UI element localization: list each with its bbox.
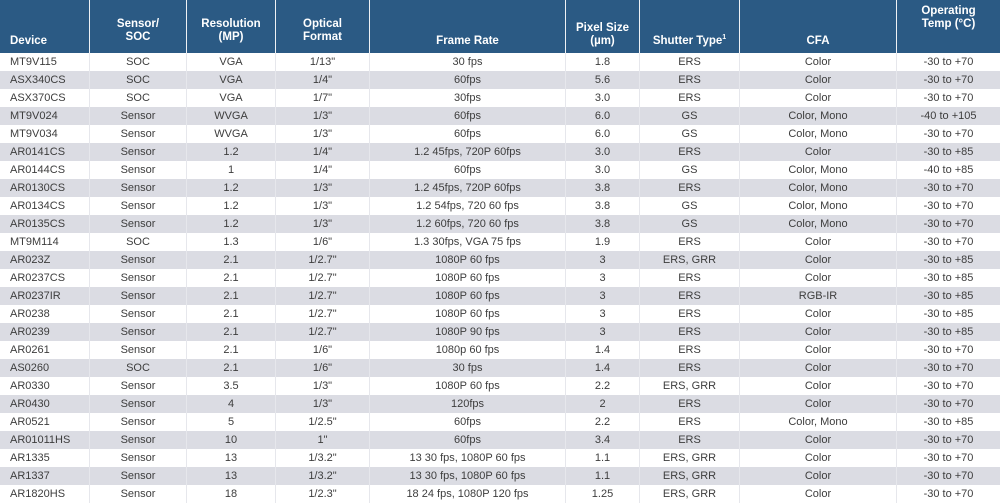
cell-resolution: 2.1 (187, 323, 276, 341)
cell-cfa: Color, Mono (740, 215, 897, 233)
cell-cfa: Color (740, 467, 897, 485)
cell-sensor_soc: Sensor (90, 395, 187, 413)
cell-operating_temp: -30 to +70 (923, 434, 974, 446)
cell-frame_rate: 18 24 fps, 1080P 120 fps (370, 485, 566, 503)
cell-resolution: VGA (187, 71, 276, 89)
cell-frame_rate: 60fps (370, 431, 566, 449)
cell-operating_temp: -30 to +85 (923, 146, 974, 158)
cell-operating_temp: -30 to +85 (923, 416, 974, 428)
cell-sensor_soc: Sensor (90, 485, 187, 503)
cell-device: AR0261 (0, 341, 90, 359)
cell-device: AR0430 (0, 395, 90, 413)
cell-frame_rate: 30 fps (370, 359, 566, 377)
cell-device: AR1335 (0, 449, 90, 467)
cell-shutter_type: ERS (640, 305, 740, 323)
column-header-label: (µm) (590, 35, 615, 47)
cell-sensor_soc: Sensor (90, 269, 187, 287)
cell-cfa: RGB-IR (740, 287, 897, 305)
cell-resolution: 2.1 (187, 359, 276, 377)
cell-cfa: Color, Mono (740, 125, 897, 143)
cell-cfa: Color (740, 341, 897, 359)
table-row (0, 467, 1000, 485)
cell-shutter_type: ERS, GRR (640, 251, 740, 269)
cell-sensor_soc: Sensor (90, 161, 187, 179)
cell-device: MT9V034 (0, 125, 90, 143)
cell-optical_format: 1/3" (276, 179, 370, 197)
cell-resolution: 5 (187, 413, 276, 431)
cell-shutter_type: ERS (640, 143, 740, 161)
cell-operating_temp: -40 to +105 (920, 110, 977, 122)
cell-frame_rate: 1.3 30fps, VGA 75 fps (370, 233, 566, 251)
cell-cfa: Color, Mono (740, 413, 897, 431)
column-header-label: Sensor/ (116, 18, 160, 30)
cell-sensor_soc: Sensor (90, 287, 187, 305)
cell-pixel_size: 3 (566, 269, 640, 287)
cell-optical_format: 1/3" (276, 377, 370, 395)
table-row (0, 179, 1000, 197)
cell-shutter_type: ERS (640, 341, 740, 359)
cell-optical_format: 1/3.2" (276, 467, 370, 485)
cell-optical_format: 1/4" (276, 143, 370, 161)
cell-sensor_soc: SOC (90, 53, 187, 71)
cell-sensor_soc: Sensor (90, 467, 187, 485)
cell-optical_format: 1/3.2" (276, 449, 370, 467)
cell-optical_format: 1/13" (276, 53, 370, 71)
cell-cfa: Color, Mono (740, 197, 897, 215)
cell-pixel_size: 3.0 (566, 89, 640, 107)
table-row (0, 89, 1000, 107)
cell-pixel_size: 2 (566, 395, 640, 413)
cell-shutter_type: ERS (640, 395, 740, 413)
cell-operating_temp: -30 to +85 (923, 308, 974, 320)
cell-operating_temp: -30 to +70 (923, 380, 974, 392)
cell-cfa: Color (740, 53, 897, 71)
cell-cfa: Color (740, 305, 897, 323)
cell-device: MT9V024 (0, 107, 90, 125)
cell-shutter_type: GS (640, 125, 740, 143)
cell-sensor_soc: Sensor (90, 251, 187, 269)
cell-shutter_type: ERS (640, 287, 740, 305)
cell-resolution: 18 (187, 485, 276, 503)
cell-pixel_size: 3.0 (566, 143, 640, 161)
cell-shutter_type: ERS, GRR (640, 467, 740, 485)
cell-optical_format: 1/3" (276, 197, 370, 215)
cell-shutter_type: ERS (640, 413, 740, 431)
cell-resolution: 2.1 (187, 341, 276, 359)
cell-device: AR0141CS (0, 143, 90, 161)
cell-resolution: WVGA (187, 125, 276, 143)
column-header-sensor_soc (90, 0, 187, 53)
column-header-label: Device (10, 35, 48, 47)
cell-resolution: 13 (187, 467, 276, 485)
cell-pixel_size: 5.6 (566, 71, 640, 89)
cell-pixel_size: 3.4 (566, 431, 640, 449)
cell-resolution: WVGA (187, 107, 276, 125)
table-row (0, 305, 1000, 323)
cell-frame_rate: 1.2 45fps, 720P 60fps (370, 179, 566, 197)
column-header-operating_temp (897, 0, 1000, 53)
column-header-resolution (187, 0, 276, 53)
cell-sensor_soc: Sensor (90, 449, 187, 467)
table-row (0, 395, 1000, 413)
cell-optical_format: 1/3" (276, 395, 370, 413)
cell-device: MT9V115 (0, 53, 90, 71)
cell-optical_format: 1" (276, 431, 370, 449)
cell-operating_temp: -30 to +85 (923, 272, 974, 284)
cell-operating_temp: -30 to +70 (923, 74, 974, 86)
cell-cfa: Color, Mono (740, 179, 897, 197)
cell-operating_temp: -30 to +70 (923, 398, 974, 410)
table-row (0, 53, 1000, 71)
cell-resolution: VGA (187, 53, 276, 71)
cell-resolution: 1.2 (187, 197, 276, 215)
cell-shutter_type: ERS (640, 71, 740, 89)
cell-frame_rate: 1.2 54fps, 720 60 fps (370, 197, 566, 215)
cell-pixel_size: 1.1 (566, 449, 640, 467)
column-header-label: Optical (303, 18, 342, 30)
cell-optical_format: 1/2.5" (276, 413, 370, 431)
cell-frame_rate: 60fps (370, 107, 566, 125)
cell-pixel_size: 3.8 (566, 215, 640, 233)
cell-device: AR0144CS (0, 161, 90, 179)
cell-frame_rate: 30 fps (370, 53, 566, 71)
cell-shutter_type: ERS (640, 179, 740, 197)
cell-optical_format: 1/4" (276, 71, 370, 89)
cell-pixel_size: 2.2 (566, 377, 640, 395)
cell-shutter_type: GS (640, 197, 740, 215)
column-header-label: Temp (°C) (921, 18, 976, 30)
cell-cfa: Color, Mono (740, 161, 897, 179)
cell-device: AR1820HS (0, 485, 90, 503)
cell-sensor_soc: Sensor (90, 143, 187, 161)
cell-frame_rate: 1080P 60 fps (370, 251, 566, 269)
cell-frame_rate: 120fps (370, 395, 566, 413)
cell-optical_format: 1/7" (276, 89, 370, 107)
cell-operating_temp: -30 to +70 (923, 470, 974, 482)
cell-optical_format: 1/3" (276, 215, 370, 233)
cell-frame_rate: 13 30 fps, 1080P 60 fps (370, 467, 566, 485)
cell-sensor_soc: Sensor (90, 215, 187, 233)
table-row (0, 71, 1000, 89)
cell-sensor_soc: Sensor (90, 413, 187, 431)
column-header-label: CFA (806, 35, 830, 47)
cell-pixel_size: 3 (566, 287, 640, 305)
cell-optical_format: 1/2.7" (276, 305, 370, 323)
column-header-label: Operating (921, 5, 976, 17)
cell-pixel_size: 3 (566, 323, 640, 341)
cell-frame_rate: 1080P 60 fps (370, 269, 566, 287)
cell-sensor_soc: Sensor (90, 305, 187, 323)
cell-sensor_soc: SOC (90, 89, 187, 107)
cell-operating_temp: -30 to +85 (923, 326, 974, 338)
cell-cfa: Color (740, 431, 897, 449)
column-header-pixel_size (566, 0, 640, 53)
cell-pixel_size: 1.4 (566, 341, 640, 359)
cell-frame_rate: 13 30 fps, 1080P 60 fps (370, 449, 566, 467)
cell-device: AR0134CS (0, 197, 90, 215)
column-header-label: (MP) (218, 31, 244, 43)
cell-device: AR0237CS (0, 269, 90, 287)
cell-frame_rate: 1080P 90 fps (370, 323, 566, 341)
table-row (0, 125, 1000, 143)
cell-cfa: Color (740, 395, 897, 413)
cell-pixel_size: 2.2 (566, 413, 640, 431)
cell-operating_temp: -30 to +70 (923, 218, 974, 230)
cell-operating_temp: -30 to +70 (923, 452, 974, 464)
cell-frame_rate: 1080p 60 fps (370, 341, 566, 359)
cell-frame_rate: 60fps (370, 125, 566, 143)
cell-resolution: 1.2 (187, 179, 276, 197)
cell-optical_format: 1/3" (276, 125, 370, 143)
cell-operating_temp: -30 to +70 (923, 92, 974, 104)
cell-optical_format: 1/4" (276, 161, 370, 179)
cell-device: AR0237IR (0, 287, 90, 305)
cell-resolution: 1.2 (187, 143, 276, 161)
cell-frame_rate: 60fps (370, 71, 566, 89)
cell-shutter_type: ERS (640, 269, 740, 287)
cell-resolution: 1.2 (187, 215, 276, 233)
cell-cfa: Color (740, 251, 897, 269)
cell-pixel_size: 1.1 (566, 467, 640, 485)
cell-cfa: Color (740, 269, 897, 287)
cell-operating_temp: -30 to +70 (923, 182, 974, 194)
cell-operating_temp: -30 to +70 (923, 362, 974, 374)
cell-device: AR0239 (0, 323, 90, 341)
cell-pixel_size: 1.8 (566, 53, 640, 71)
column-header-label: Format (303, 31, 342, 43)
cell-frame_rate: 1.2 60fps, 720 60 fps (370, 215, 566, 233)
cell-device: AR0130CS (0, 179, 90, 197)
cell-pixel_size: 1.9 (566, 233, 640, 251)
cell-resolution: 2.1 (187, 269, 276, 287)
cell-pixel_size: 1.25 (566, 485, 640, 503)
cell-pixel_size: 3.0 (566, 161, 640, 179)
column-header-device (0, 0, 90, 53)
cell-optical_format: 1/2.3" (276, 485, 370, 503)
cell-frame_rate: 60fps (370, 413, 566, 431)
cell-frame_rate: 60fps (370, 161, 566, 179)
cell-sensor_soc: SOC (90, 71, 187, 89)
cell-frame_rate: 1080P 60 fps (370, 377, 566, 395)
column-header-shutter_type (640, 0, 740, 53)
cell-pixel_size: 6.0 (566, 125, 640, 143)
cell-resolution: 2.1 (187, 287, 276, 305)
cell-operating_temp: -30 to +70 (923, 128, 974, 140)
cell-device: ASX370CS (0, 89, 90, 107)
cell-sensor_soc: Sensor (90, 341, 187, 359)
cell-cfa: Color (740, 89, 897, 107)
cell-device: AS0260 (0, 359, 90, 377)
column-header-label: SOC (125, 31, 151, 43)
table-row (0, 485, 1000, 503)
cell-optical_format: 1/6" (276, 341, 370, 359)
column-header-label: Resolution (201, 18, 261, 30)
cell-frame_rate: 30fps (370, 89, 566, 107)
cell-shutter_type: ERS (640, 323, 740, 341)
cell-shutter_type: ERS, GRR (640, 449, 740, 467)
table-row (0, 431, 1000, 449)
cell-sensor_soc: Sensor (90, 107, 187, 125)
cell-cfa: Color (740, 143, 897, 161)
table-row (0, 413, 1000, 431)
table-row (0, 341, 1000, 359)
cell-resolution: 10 (187, 431, 276, 449)
cell-sensor_soc: Sensor (90, 431, 187, 449)
table-body (0, 53, 1000, 503)
cell-pixel_size: 1.4 (566, 359, 640, 377)
cell-shutter_type: GS (640, 161, 740, 179)
cell-sensor_soc: Sensor (90, 323, 187, 341)
cell-optical_format: 1/2.7" (276, 269, 370, 287)
table-row (0, 161, 1000, 179)
cell-shutter_type: ERS (640, 53, 740, 71)
cell-shutter_type: GS (640, 215, 740, 233)
cell-operating_temp: -30 to +70 (923, 344, 974, 356)
column-header-optical_format (276, 0, 370, 53)
cell-device: AR01011HS (0, 431, 90, 449)
column-header-frame_rate (370, 0, 566, 53)
cell-operating_temp: -30 to +70 (923, 200, 974, 212)
cell-shutter_type: ERS (640, 89, 740, 107)
column-header-label: Pixel Size (575, 22, 630, 34)
cell-sensor_soc: Sensor (90, 125, 187, 143)
cell-optical_format: 1/3" (276, 107, 370, 125)
cell-optical_format: 1/6" (276, 233, 370, 251)
cell-operating_temp: -30 to +70 (923, 236, 974, 248)
cell-device: ASX340CS (0, 71, 90, 89)
table-row (0, 215, 1000, 233)
table-row (0, 449, 1000, 467)
cell-shutter_type: ERS (640, 233, 740, 251)
table-row (0, 269, 1000, 287)
column-header-label: Frame Rate (436, 35, 499, 47)
table-row (0, 287, 1000, 305)
cell-shutter_type: ERS (640, 431, 740, 449)
cell-frame_rate: 1.2 45fps, 720P 60fps (370, 143, 566, 161)
table-row (0, 323, 1000, 341)
cell-optical_format: 1/2.7" (276, 287, 370, 305)
cell-resolution: 2.1 (187, 251, 276, 269)
table-row (0, 359, 1000, 377)
cell-device: AR023Z (0, 251, 90, 269)
cell-cfa: Color (740, 485, 897, 503)
cell-device: MT9M114 (0, 233, 90, 251)
cell-resolution: 13 (187, 449, 276, 467)
table-row (0, 377, 1000, 395)
cell-resolution: 2.1 (187, 305, 276, 323)
cell-pixel_size: 3.8 (566, 197, 640, 215)
cell-device: AR1337 (0, 467, 90, 485)
cell-shutter_type: ERS (640, 359, 740, 377)
table-row (0, 107, 1000, 125)
cell-sensor_soc: SOC (90, 359, 187, 377)
cell-operating_temp: -30 to +70 (923, 488, 974, 500)
table-row (0, 233, 1000, 251)
cell-resolution: 1 (187, 161, 276, 179)
cell-cfa: Color (740, 233, 897, 251)
cell-cfa: Color (740, 323, 897, 341)
cell-device: AR0330 (0, 377, 90, 395)
cell-resolution: 3.5 (187, 377, 276, 395)
cell-resolution: VGA (187, 89, 276, 107)
cell-operating_temp: -40 to +85 (923, 164, 974, 176)
cell-pixel_size: 3 (566, 305, 640, 323)
cell-sensor_soc: Sensor (90, 377, 187, 395)
cell-pixel_size: 3.8 (566, 179, 640, 197)
cell-optical_format: 1/2.7" (276, 323, 370, 341)
cell-shutter_type: GS (640, 107, 740, 125)
column-header-label: Shutter Type$^1$ (652, 34, 727, 47)
table-header (0, 0, 1000, 53)
table-row (0, 251, 1000, 269)
cell-sensor_soc: Sensor (90, 179, 187, 197)
cell-optical_format: 1/6" (276, 359, 370, 377)
cell-cfa: Color, Mono (740, 107, 897, 125)
cell-pixel_size: 3 (566, 251, 640, 269)
cell-sensor_soc: Sensor (90, 197, 187, 215)
cell-device: AR0521 (0, 413, 90, 431)
cell-frame_rate: 1080P 60 fps (370, 305, 566, 323)
cell-cfa: Color (740, 71, 897, 89)
cell-cfa: Color (740, 359, 897, 377)
cell-operating_temp: -30 to +85 (923, 290, 974, 302)
cell-operating_temp: -30 to +70 (923, 56, 974, 68)
cell-operating_temp: -30 to +85 (923, 254, 974, 266)
cell-cfa: Color (740, 377, 897, 395)
cell-shutter_type: ERS, GRR (640, 377, 740, 395)
cell-device: AR0135CS (0, 215, 90, 233)
column-header-cfa (740, 0, 897, 53)
cell-resolution: 4 (187, 395, 276, 413)
cell-sensor_soc: SOC (90, 233, 187, 251)
cell-optical_format: 1/2.7" (276, 251, 370, 269)
cell-shutter_type: ERS, GRR (640, 485, 740, 503)
footnote-marker: 1 (722, 34, 727, 42)
cell-device: AR0238 (0, 305, 90, 323)
cell-pixel_size: 6.0 (566, 107, 640, 125)
table-row (0, 197, 1000, 215)
cell-cfa: Color (740, 449, 897, 467)
cell-frame_rate: 1080P 60 fps (370, 287, 566, 305)
cell-resolution: 1.3 (187, 233, 276, 251)
table-row (0, 143, 1000, 161)
